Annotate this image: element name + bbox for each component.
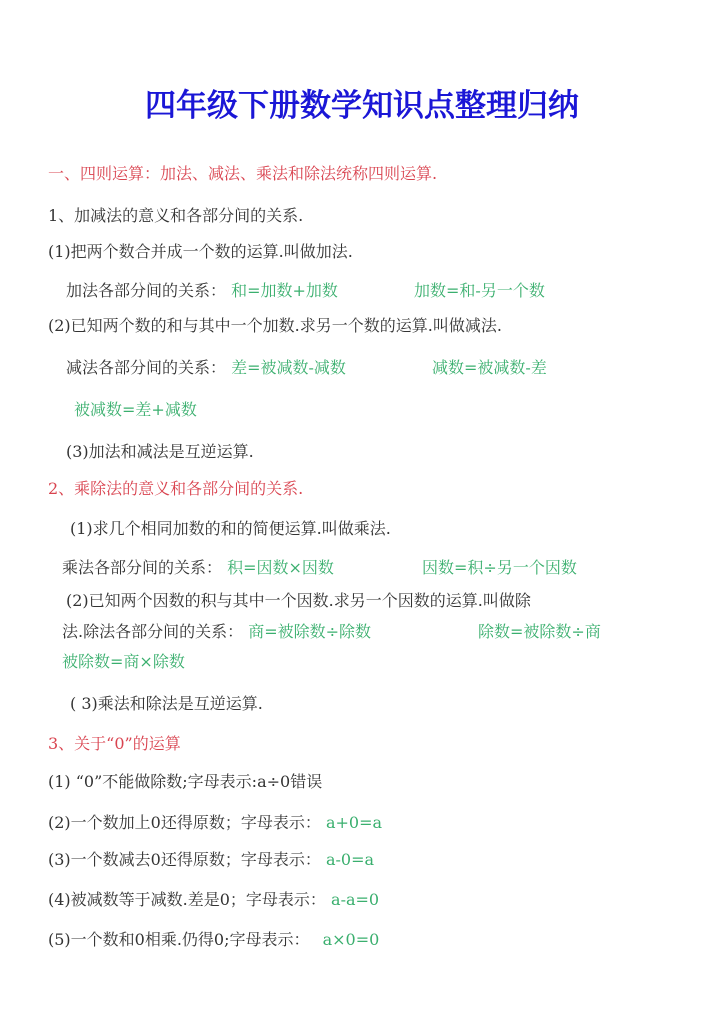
zero-rule-text: (3)一个数减去0还得原数；字母表示： — [48, 850, 321, 869]
subtraction-formula-subtrahend: 减数=被减数-差 — [432, 358, 547, 377]
zero-rule-2 — [48, 813, 382, 833]
zero-rule-1 — [48, 772, 322, 792]
zero-rule-5 — [48, 930, 379, 950]
subtraction-definition: (2)已知两个数的和与其中一个加数.求另一个数的运算.叫做减法. — [48, 316, 502, 335]
page-title: 四年级下册数学知识点整理归纳 — [145, 88, 579, 124]
multiplication-relation-label: 乘法各部分间的关系： — [62, 558, 223, 577]
zero-rule-formula: a×0=0 — [322, 930, 380, 949]
addition-definition: (1)把两个数合并成一个数的运算.叫做加法. — [48, 242, 353, 261]
subsection-heading-mul-div: 2、乘除法的意义和各部分间的关系. — [48, 479, 304, 498]
section-heading-four-operations: 一、四则运算：加法、减法、乘法和除法统称四则运算. — [48, 164, 438, 183]
addition-formula-addend: 加数=和-另一个数 — [414, 281, 545, 300]
subtraction-relation-row — [66, 358, 346, 378]
zero-rule-text: (2)一个数加上0还得原数；字母表示： — [48, 813, 321, 832]
zero-rule-text: (5)一个数和0相乘.仍得0;字母表示： — [48, 930, 310, 949]
mul-div-inverse-note: ( 3)乘法和除法是互逆运算. — [70, 694, 263, 713]
zero-rule-text: (4)被减数等于减数.差是0；字母表示： — [48, 890, 326, 909]
division-formula-divisor: 除数=被除数÷商 — [478, 622, 601, 641]
multiplication-formula-factor: 因数=积÷另一个因数 — [422, 558, 577, 577]
add-sub-inverse-note: (3)加法和减法是互逆运算. — [66, 442, 254, 461]
multiplication-relation-row — [62, 558, 334, 578]
subtraction-formula-minuend: 被减数=差+减数 — [74, 400, 197, 419]
division-formula-dividend: 被除数=商×除数 — [62, 652, 185, 671]
division-formula-quotient: 商=被除数÷除数 — [248, 622, 372, 641]
division-definition-line1: (2)已知两个因数的积与其中一个因数.求另一个因数的运算.叫做除 — [66, 591, 531, 610]
addition-formula-sum: 和=加数+加数 — [231, 281, 338, 300]
zero-rule-4 — [48, 890, 379, 910]
division-relation-label: 法.除法各部分间的关系： — [62, 622, 244, 641]
subsection-heading-add-sub: 1、加减法的意义和各部分间的关系. — [48, 206, 304, 225]
zero-rule-text: (1) “0”不能做除数;字母表示:a÷0错误 — [48, 772, 323, 791]
multiplication-formula-product: 积=因数×因数 — [227, 558, 334, 577]
zero-rule-formula: a+0=a — [325, 813, 383, 832]
subtraction-relation-label: 减法各部分间的关系： — [66, 358, 227, 377]
subtraction-formula-difference: 差=被减数-减数 — [231, 358, 346, 377]
addition-relation-row — [66, 281, 338, 301]
addition-relation-label: 加法各部分间的关系： — [66, 281, 227, 300]
zero-rule-formula: a-a=0 — [331, 890, 380, 909]
subsection-heading-zero: 3、关于“0”的运算 — [48, 734, 181, 753]
zero-rule-3 — [48, 850, 374, 870]
multiplication-definition: (1)求几个相同加数的和的简便运算.叫做乘法. — [70, 519, 391, 538]
division-relation-row — [62, 622, 371, 642]
zero-rule-formula: a-0=a — [325, 850, 375, 869]
